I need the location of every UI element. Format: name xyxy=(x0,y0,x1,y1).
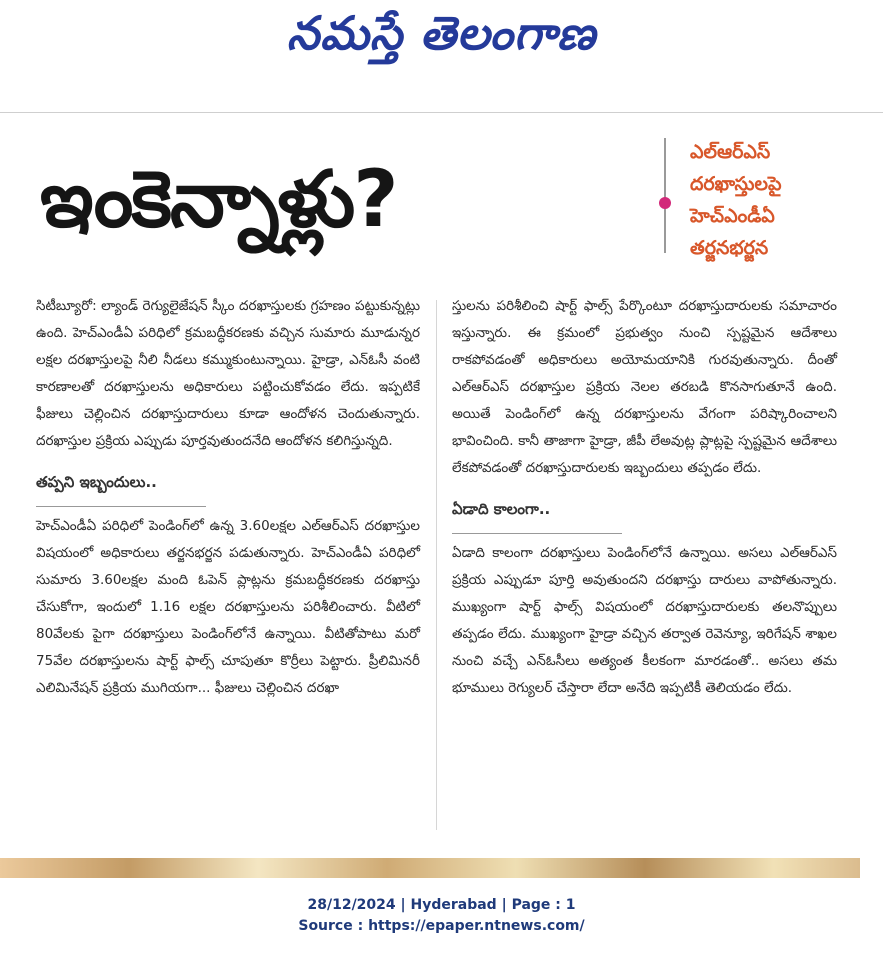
section-subheading: ఏడాది కాలంగా.. xyxy=(452,500,551,518)
deck-line: తర్జనభర్జన xyxy=(690,237,769,259)
column-divider xyxy=(436,300,437,830)
article-column-left xyxy=(36,293,420,702)
edition-info: 28/12/2024 | Hyderabad | Page : 1 xyxy=(307,897,576,913)
article-headline: ఇంకెన్నాళ్లు? xyxy=(40,155,397,245)
deck-line: హెచ్‌ఎండీఏ xyxy=(690,205,775,227)
deck-line: దరఖాస్తులపై xyxy=(690,173,782,195)
paragraph: స్తులను పరిశీలించి షార్ట్ ఫాల్స్ పేర్కొంటూ దరఖాస్తుదారులకు సమాచారం ఇస్తున్నారు. ఈ క్రమంలో ప్రభుత్వం నుంచి స్పష్టమైన ఆదేశాలు రాకపోవడంతో అధికారులు అయోమయానికి గురవుతున్నారు. దీంతో ఎల్‌ఆర్‌ఎస్ దరఖాస్తుల ప్రక్రియ నెలల తరబడి కొనసాగుతూనే ఉంది. అయితే పెండింగ్‌లో ఉన్న దరఖాస్తులను వేగంగా పరిష్కారించాలని భావించింది. కానీ తాజాగా హైడ్రా, జీపీ లేఅవుట్ల ప్లాట్లపై స్పష్టమైన ఆదేశాలు లేకపోవడంతో దరఖాస్తుదారులకు ఇబ్బందులు తప్పడం లేదు. xyxy=(452,298,837,476)
paragraph: ఏడాది కాలంగా దరఖాస్తులు పెండింగ్‌లోనే ఉన్నాయి. అసలు ఎల్‌ఆర్‌ఎస్ ప్రక్రియ ఎప్పుడూ పూర్తి అవుతుందని దరఖాస్తు దారులు వాపోతున్నారు. ముఖ్యంగా షార్ట్ ఫాల్స్ విషయంలో దరఖాస్తుదారులకు తలనొప్పులు తప్పడం లేదు. ముఖ్యంగా హైడ్రా వచ్చిన తర్వాత రెవెన్యూ, ఇరిగేషన్ శాఖల నుంచి వచ్చే ఎన్‌ఓసీలు అత్యంత కీలకంగా మారడంతో.. అసలు తమ భూములు రెగ్యులర్ చేస్తారా లేదా అనేది ఇప్పటికీ తెలియడం లేదు. xyxy=(452,545,837,696)
cropped-photo-strip xyxy=(0,858,860,878)
subheading-underline xyxy=(452,533,622,534)
paragraph: సిటీబ్యూరో: ల్యాండ్ రెగ్యులైజేషన్ స్కీం దరఖాస్తులకు గ్రహణం పట్టుకున్నట్లు ఉంది. హెచ్‌ఎండీఏ పరిధిలో క్రమబద్ధీకరణకు వచ్చిన సుమారు మూడున్నర లక్షల దరఖాస్తులపై నీలి నీడలు కమ్ముకుంటున్నాయి. హైడ్రా, ఎన్‌ఓసీ వంటి కారణాలతో దరఖాస్తులను అధికారులు పట్టించుకోవడం లేదు. ఇప్పటికే ఫీజులు చెల్లించిన దరఖాస్తుదారులు కూడా ఆందోళన చెందుతున్నారు. దరఖాస్తుల ప్రక్రియ ఎప్పుడు పూర్తవుతుందనేది ఆందోళన కలిగిస్తున్నది. xyxy=(36,298,420,449)
section-subheading: తప్పని ఇబ్బందులు.. xyxy=(36,473,157,491)
newspaper-logo: నమస్తే తెలంగాణ xyxy=(286,6,597,60)
deck-separator xyxy=(664,138,666,253)
article-column-right xyxy=(452,293,837,702)
masthead-divider xyxy=(0,112,883,113)
article-deck xyxy=(690,136,870,264)
source-link[interactable]: Source : https://epaper.ntnews.com/ xyxy=(298,918,585,934)
paragraph: హెచ్‌ఎండీఏ పరిధిలో పెండింగ్‌లో ఉన్న 3.60లక్షల ఎల్‌ఆర్‌ఎస్ దరఖాస్తుల విషయంలో అధికారులు తర్జనభర్జన పడుతున్నారు. హెచ్‌ఎండీఏ పరిధిలో సుమారు 3.60లక్షల మంది ఓపెన్ ప్లాట్లను క్రమబద్ధీకరణకు దరఖాస్తు చేసుకోగా, ఇందులో 1.16 లక్షల దరఖాస్తులను పరిశీలించారు. వీటిలో 80వేలకు పైగా దరఖాస్తులు పెండింగ్‌లోనే ఉన్నాయి. వీటితోపాటు మరో 75వేల దరఖాస్తులను షార్ట్ ఫాల్స్ చూపుతూ కొర్రీలు పెట్టారు. ప్రీలిమినరీ ఎలిమినేషన్ ప్రక్రియ ముగియగా... ఫీజులు చెల్లించిన దరఖా xyxy=(36,518,420,696)
masthead xyxy=(0,0,883,105)
deck-line: ఎల్‌ఆర్‌ఎస్ xyxy=(690,141,771,163)
subheading-underline xyxy=(36,506,206,507)
deck-bullet-icon xyxy=(659,197,671,209)
